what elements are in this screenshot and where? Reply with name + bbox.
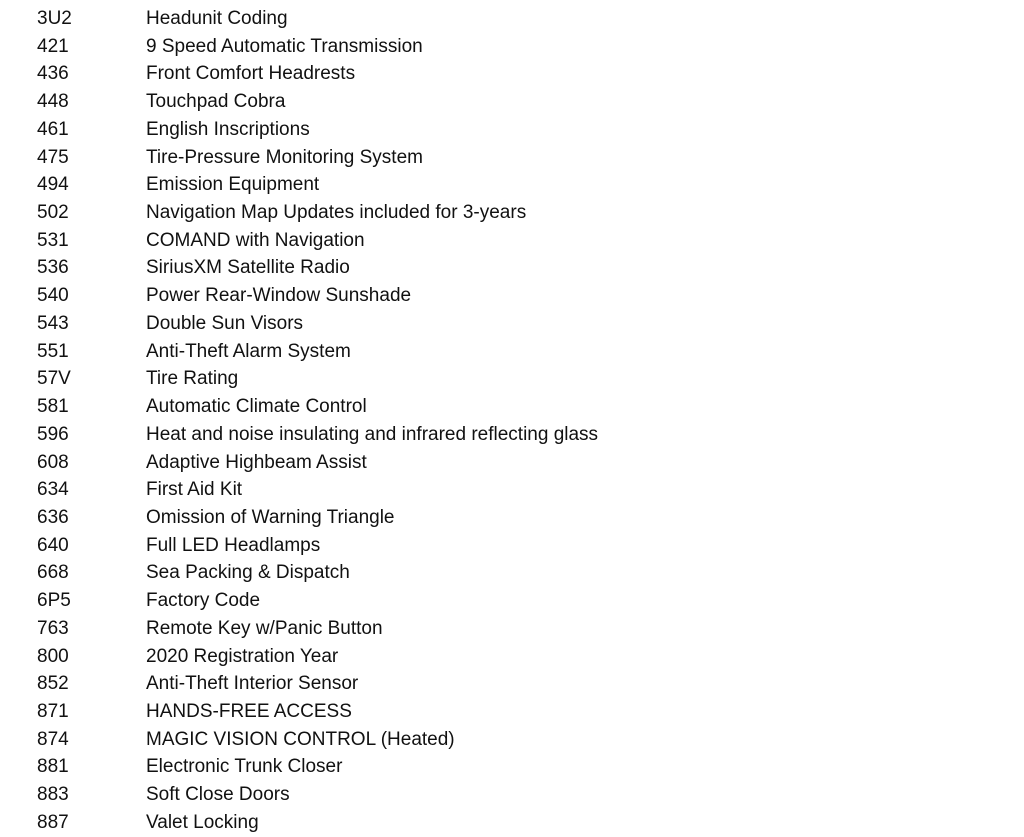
option-code: 436 bbox=[37, 63, 69, 85]
list-item bbox=[0, 60, 1024, 88]
list-item bbox=[0, 5, 1024, 33]
option-code: 852 bbox=[37, 673, 69, 695]
option-code: 494 bbox=[37, 174, 69, 196]
option-code: 543 bbox=[37, 312, 69, 334]
option-description: Tire-Pressure Monitoring System bbox=[146, 146, 423, 168]
option-description: Heat and noise insulating and infrared reflecting glass bbox=[146, 423, 599, 445]
list-item bbox=[0, 698, 1024, 726]
option-description: Navigation Map Updates included for 3-years bbox=[146, 202, 527, 224]
option-code: 636 bbox=[37, 506, 69, 528]
option-description: Soft Close Doors bbox=[146, 784, 290, 806]
option-code: 640 bbox=[37, 534, 69, 556]
option-code: 871 bbox=[37, 700, 69, 722]
option-description: Remote Key w/Panic Button bbox=[146, 617, 383, 639]
option-code-list bbox=[0, 5, 1024, 837]
option-code: 581 bbox=[37, 396, 69, 418]
option-description: Power Rear-Window Sunshade bbox=[146, 285, 412, 307]
list-item bbox=[0, 227, 1024, 255]
option-description: Tire Rating bbox=[146, 368, 239, 390]
option-description: Full LED Headlamps bbox=[146, 534, 321, 556]
list-item bbox=[0, 504, 1024, 532]
list-item bbox=[0, 615, 1024, 643]
option-code: 421 bbox=[37, 35, 69, 57]
list-item bbox=[0, 670, 1024, 698]
list-item bbox=[0, 310, 1024, 338]
option-description: Adaptive Highbeam Assist bbox=[146, 451, 367, 473]
list-item bbox=[0, 781, 1024, 809]
option-description: SiriusXM Satellite Radio bbox=[146, 257, 350, 279]
list-item bbox=[0, 559, 1024, 587]
option-description: Front Comfort Headrests bbox=[146, 63, 356, 85]
list-item bbox=[0, 33, 1024, 61]
option-description: Anti-Theft Interior Sensor bbox=[146, 673, 359, 695]
option-description: Anti-Theft Alarm System bbox=[146, 340, 351, 362]
option-description: Emission Equipment bbox=[146, 174, 320, 196]
option-description: Factory Code bbox=[146, 590, 261, 612]
list-item bbox=[0, 809, 1024, 837]
option-code: 6P5 bbox=[37, 590, 71, 612]
option-code: 475 bbox=[37, 146, 69, 168]
option-code: 634 bbox=[37, 479, 69, 501]
list-item bbox=[0, 421, 1024, 449]
option-code: 800 bbox=[37, 645, 69, 667]
option-description: Touchpad Cobra bbox=[146, 91, 286, 113]
option-description: First Aid Kit bbox=[146, 479, 243, 501]
list-item bbox=[0, 532, 1024, 560]
list-item bbox=[0, 726, 1024, 754]
list-item bbox=[0, 116, 1024, 144]
option-code: 551 bbox=[37, 340, 69, 362]
list-item bbox=[0, 643, 1024, 671]
option-code: 596 bbox=[37, 423, 69, 445]
option-code: 3U2 bbox=[37, 8, 72, 29]
option-description: MAGIC VISION CONTROL (Heated) bbox=[146, 728, 455, 750]
option-code: 57V bbox=[37, 368, 71, 390]
option-description: Headunit Coding bbox=[146, 8, 288, 29]
list-item bbox=[0, 587, 1024, 615]
option-description: Electronic Trunk Closer bbox=[146, 756, 343, 778]
option-code: 461 bbox=[37, 118, 69, 140]
option-code: 448 bbox=[37, 91, 69, 113]
option-description: Valet Locking bbox=[146, 811, 259, 833]
list-item bbox=[0, 393, 1024, 421]
option-code: 881 bbox=[37, 756, 69, 778]
option-description: Automatic Climate Control bbox=[146, 396, 367, 418]
option-description: HANDS-FREE ACCESS bbox=[146, 700, 352, 722]
option-code: 536 bbox=[37, 257, 69, 279]
list-item bbox=[0, 449, 1024, 477]
option-code: 608 bbox=[37, 451, 69, 473]
option-code: 763 bbox=[37, 617, 69, 639]
list-item bbox=[0, 171, 1024, 199]
option-code: 874 bbox=[37, 728, 69, 750]
option-description: 2020 Registration Year bbox=[146, 645, 339, 667]
list-item bbox=[0, 476, 1024, 504]
list-item bbox=[0, 365, 1024, 393]
option-description: Double Sun Visors bbox=[146, 312, 304, 334]
option-code: 883 bbox=[37, 784, 69, 806]
list-item bbox=[0, 144, 1024, 172]
option-description: Sea Packing & Dispatch bbox=[146, 562, 350, 584]
list-item bbox=[0, 753, 1024, 781]
option-description: Omission of Warning Triangle bbox=[146, 506, 395, 528]
option-description: English Inscriptions bbox=[146, 118, 310, 140]
option-description: 9 Speed Automatic Transmission bbox=[146, 35, 423, 57]
list-item bbox=[0, 88, 1024, 116]
list-item bbox=[0, 338, 1024, 366]
option-code: 531 bbox=[37, 229, 69, 251]
option-code: 540 bbox=[37, 285, 69, 307]
list-item bbox=[0, 254, 1024, 282]
option-code: 502 bbox=[37, 202, 69, 224]
option-code: 887 bbox=[37, 811, 69, 833]
option-code: 668 bbox=[37, 562, 69, 584]
option-description: COMAND with Navigation bbox=[146, 229, 365, 251]
list-item bbox=[0, 199, 1024, 227]
list-item bbox=[0, 282, 1024, 310]
